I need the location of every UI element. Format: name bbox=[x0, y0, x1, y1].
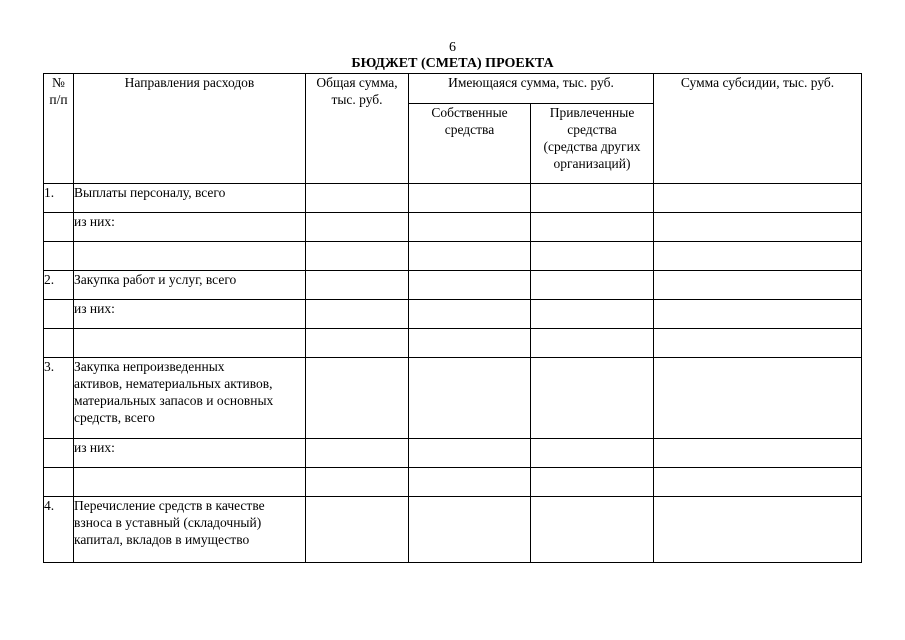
own-cell[interactable] bbox=[409, 497, 531, 563]
total-cell[interactable] bbox=[306, 242, 409, 271]
expense-line: Закупка непроизведенных bbox=[74, 359, 225, 374]
table-row bbox=[44, 439, 862, 468]
header-attracted-line: средства bbox=[567, 122, 617, 137]
expense-line: из них: bbox=[74, 214, 115, 229]
expense-line: Закупка работ и услуг, всего bbox=[74, 272, 237, 287]
total-cell[interactable] bbox=[306, 497, 409, 563]
header-num-line: № bbox=[52, 75, 65, 90]
attracted-cell[interactable] bbox=[531, 271, 654, 300]
total-cell[interactable] bbox=[306, 184, 409, 213]
total-cell[interactable] bbox=[306, 213, 409, 242]
row-number: 2. bbox=[44, 271, 74, 300]
header-attracted-line: организаций) bbox=[553, 156, 631, 171]
table-row bbox=[44, 271, 862, 300]
attracted-cell[interactable] bbox=[531, 468, 654, 497]
expense-line: Выплаты персоналу, всего bbox=[74, 185, 226, 200]
row-number: 3. bbox=[44, 358, 74, 439]
header-own-funds bbox=[409, 104, 531, 184]
own-cell[interactable] bbox=[409, 300, 531, 329]
expense-line: активов, нематериальных активов, bbox=[74, 376, 273, 391]
attracted-cell[interactable] bbox=[531, 213, 654, 242]
subsidy-cell[interactable] bbox=[654, 358, 862, 439]
attracted-cell[interactable] bbox=[531, 242, 654, 271]
row-number: 1. bbox=[44, 184, 74, 213]
expense-direction[interactable] bbox=[74, 468, 306, 497]
header-available: Имеющаяся сумма, тыс. руб. bbox=[409, 74, 654, 104]
header-attracted-line: Привлеченные bbox=[549, 105, 635, 120]
subsidy-cell[interactable] bbox=[654, 300, 862, 329]
table-row bbox=[44, 497, 862, 563]
expense-line: взноса в уставный (складочный) bbox=[74, 515, 262, 530]
header-num-line: п/п bbox=[49, 92, 68, 107]
header-subsidy: Сумма субсидии, тыс. руб. bbox=[654, 74, 862, 184]
table-row bbox=[44, 358, 862, 439]
row-number bbox=[44, 242, 74, 271]
row-number bbox=[44, 439, 74, 468]
page-number: 6 bbox=[449, 40, 456, 55]
attracted-cell[interactable] bbox=[531, 329, 654, 358]
header-own-line: средства bbox=[444, 122, 495, 137]
attracted-cell[interactable] bbox=[531, 439, 654, 468]
expense-direction bbox=[74, 439, 306, 468]
header-direction: Направления расходов bbox=[74, 74, 306, 184]
own-cell[interactable] bbox=[409, 468, 531, 497]
total-cell[interactable] bbox=[306, 468, 409, 497]
own-cell[interactable] bbox=[409, 358, 531, 439]
expense-line: Перечисление средств в качестве bbox=[74, 498, 265, 513]
header-total-line: тыс. руб. bbox=[331, 92, 383, 107]
row-number bbox=[44, 329, 74, 358]
row-number bbox=[44, 468, 74, 497]
table-row bbox=[44, 468, 862, 497]
expense-line: из них: bbox=[74, 301, 115, 316]
row-number bbox=[44, 300, 74, 329]
own-cell[interactable] bbox=[409, 439, 531, 468]
header-own-line: Собственные bbox=[431, 105, 508, 120]
attracted-cell[interactable] bbox=[531, 300, 654, 329]
subsidy-cell[interactable] bbox=[654, 329, 862, 358]
attracted-cell[interactable] bbox=[531, 184, 654, 213]
table-row bbox=[44, 300, 862, 329]
subsidy-cell[interactable] bbox=[654, 271, 862, 300]
subsidy-cell[interactable] bbox=[654, 184, 862, 213]
own-cell[interactable] bbox=[409, 213, 531, 242]
budget-table bbox=[43, 73, 862, 563]
total-cell[interactable] bbox=[306, 300, 409, 329]
expense-direction bbox=[74, 213, 306, 242]
table-row bbox=[44, 184, 862, 213]
total-cell[interactable] bbox=[306, 439, 409, 468]
header-attracted-funds bbox=[531, 104, 654, 184]
table-row bbox=[44, 329, 862, 358]
own-cell[interactable] bbox=[409, 242, 531, 271]
attracted-cell[interactable] bbox=[531, 497, 654, 563]
expense-direction bbox=[74, 358, 306, 439]
expense-line: капитал, вкладов в имущество bbox=[74, 532, 250, 547]
expense-direction[interactable] bbox=[74, 329, 306, 358]
header-attracted-line: (средства других bbox=[543, 139, 641, 154]
expense-line: из них: bbox=[74, 440, 115, 455]
total-cell[interactable] bbox=[306, 271, 409, 300]
subsidy-cell[interactable] bbox=[654, 497, 862, 563]
subsidy-cell[interactable] bbox=[654, 242, 862, 271]
subsidy-cell[interactable] bbox=[654, 213, 862, 242]
row-number: 4. bbox=[44, 497, 74, 563]
own-cell[interactable] bbox=[409, 329, 531, 358]
expense-line: средств, всего bbox=[74, 410, 155, 425]
expense-direction bbox=[74, 184, 306, 213]
header-num bbox=[44, 74, 74, 184]
header-total-line: Общая сумма, bbox=[316, 75, 398, 90]
expense-direction[interactable] bbox=[74, 242, 306, 271]
header-total bbox=[306, 74, 409, 184]
total-cell[interactable] bbox=[306, 358, 409, 439]
header-row bbox=[44, 74, 862, 104]
subsidy-cell[interactable] bbox=[654, 439, 862, 468]
document-title: БЮДЖЕТ (СМЕТА) ПРОЕКТА bbox=[351, 56, 554, 71]
expense-line: материальных запасов и основных bbox=[74, 393, 274, 408]
table-row bbox=[44, 242, 862, 271]
own-cell[interactable] bbox=[409, 184, 531, 213]
expense-direction bbox=[74, 300, 306, 329]
attracted-cell[interactable] bbox=[531, 358, 654, 439]
table-row bbox=[44, 213, 862, 242]
expense-direction bbox=[74, 497, 306, 563]
row-number bbox=[44, 213, 74, 242]
total-cell[interactable] bbox=[306, 329, 409, 358]
subsidy-cell[interactable] bbox=[654, 468, 862, 497]
own-cell[interactable] bbox=[409, 271, 531, 300]
expense-direction bbox=[74, 271, 306, 300]
